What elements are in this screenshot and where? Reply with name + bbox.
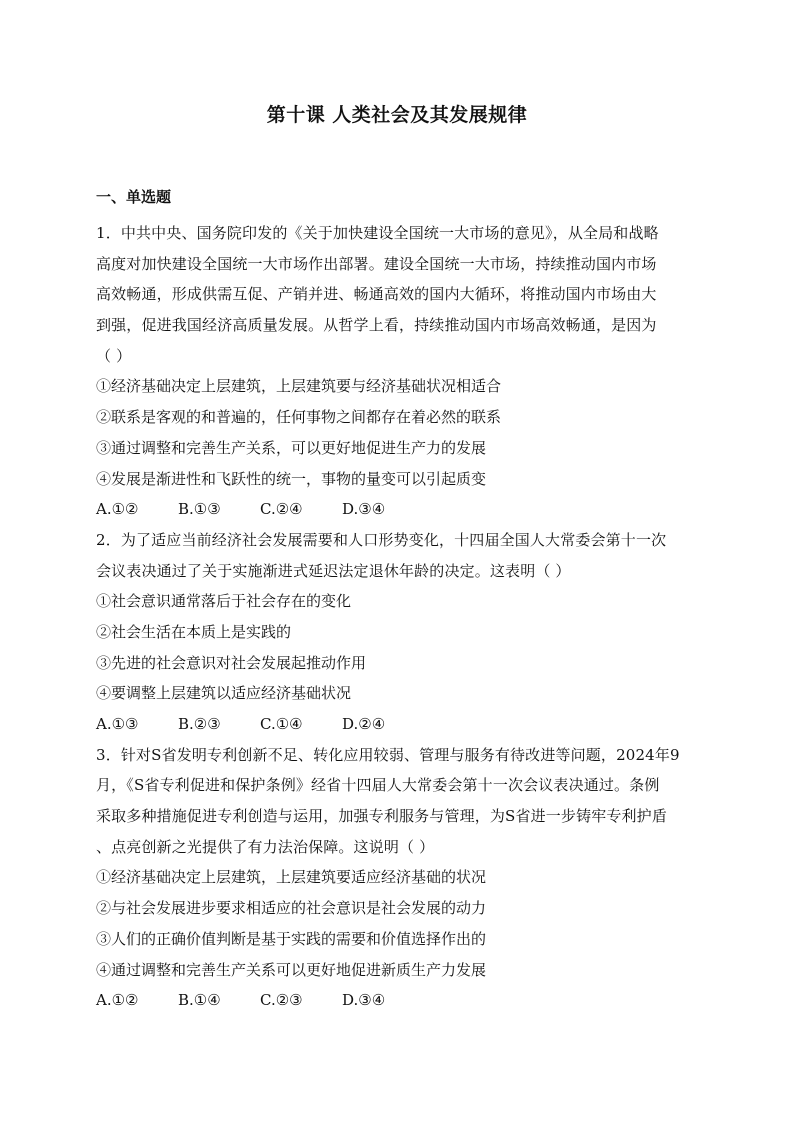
answer-choice-b: B.①④ [178, 991, 221, 1010]
question-stem-line: 3．针对S省发明专利创新不足、转化应用较弱、管理与服务有待改进等问题，2024年9 [96, 745, 680, 764]
question-option: ①经济基础决定上层建筑，上层建筑要适应经济基础的状况 [96, 868, 487, 887]
question-2 [96, 525, 700, 740]
answer-choices [96, 709, 700, 740]
answer-choice-c: C.①④ [260, 715, 303, 733]
answer-choice-d: D.②④ [342, 715, 386, 733]
question-stem-line: 采取多种措施促进专利创造与运用，加强专利服务与管理，为S省进一步铸牢专利护盾 [96, 807, 667, 826]
question-option: ②联系是客观的和普遍的，任何事物之间都存在着必然的联系 [96, 408, 502, 427]
question-stem-line: 、点亮创新之光提供了有力法治保障。这说明（ ） [96, 837, 435, 856]
question-option: ③人们的正确价值判断是基于实践的需要和价值选择作出的 [96, 929, 487, 948]
question-option: ①经济基础决定上层建筑，上层建筑要与经济基础状况相适合 [96, 377, 502, 396]
question-option: ④通过调整和完善生产关系可以更好地促进新质生产力发展 [96, 960, 487, 979]
question-stem-line: 高度对加快建设全国统一大市场作出部署。建设全国统一大市场，持续推动国内市场 [96, 254, 657, 273]
question-3 [96, 740, 700, 1016]
answer-choice-a: A.①③ [96, 715, 139, 733]
section-heading: 一、单选题 [96, 188, 172, 206]
question-stem-line: 2．为了适应当前经济社会发展需要和人口形势变化，十四届全国人大常委会第十一次 [96, 530, 667, 549]
question-list [96, 218, 700, 1016]
question-option: ①社会意识通常落后于社会存在的变化 [96, 592, 352, 611]
answer-choice-b: B.①③ [178, 500, 221, 519]
answer-choice-c: C.②④ [260, 500, 303, 519]
answer-choice-d: D.③④ [342, 500, 386, 519]
answer-choice-a: A.①② [96, 991, 139, 1010]
question-stem-line: 1．中共中央、国务院印发的《关于加快建设全国统一大市场的意见》，从全局和战略 [96, 224, 659, 242]
answer-choice-a: A.①② [96, 500, 139, 519]
answer-choice-c: C.②③ [260, 991, 303, 1010]
question-stem-line: 会议表决通过了关于实施渐进式延迟法定退休年龄的决定。这表明（ ） [96, 561, 571, 580]
answer-choice-b: B.②③ [178, 715, 221, 733]
question-stem-line: 月，《S省专利促进和保护条例》经省十四届人大常委会第十一次会议表决通过。条例 [96, 776, 660, 795]
question-stem-line: 到强，促进我国经济高质量发展。从哲学上看，持续推动国内市场高效畅通，是因为 [96, 316, 657, 335]
answer-choices [96, 985, 700, 1016]
question-stem-line: （ ） [96, 346, 132, 365]
question-option: ②与社会发展进步要求相适应的社会意识是社会发展的动力 [96, 899, 487, 918]
question-option: ②社会生活在本质上是实践的 [96, 622, 292, 641]
answer-choices [96, 494, 700, 525]
question-option: ④发展是渐进性和飞跃性的统一，事物的量变可以引起质变 [96, 469, 487, 488]
question-1 [96, 218, 700, 525]
question-stem-line: 高效畅通，形成供需互促、产销并进、畅通高效的国内大循环，将推动国内市场由大 [96, 285, 657, 304]
page-title: 第十课 人类社会及其发展规律 [266, 104, 528, 126]
question-option: ③先进的社会意识对社会发展起推动作用 [96, 653, 367, 672]
answer-choice-d: D.③④ [342, 991, 386, 1010]
question-option: ③通过调整和完善生产关系，可以更好地促进生产力的发展 [96, 438, 487, 457]
question-option: ④要调整上层建筑以适应经济基础状况 [96, 684, 352, 703]
